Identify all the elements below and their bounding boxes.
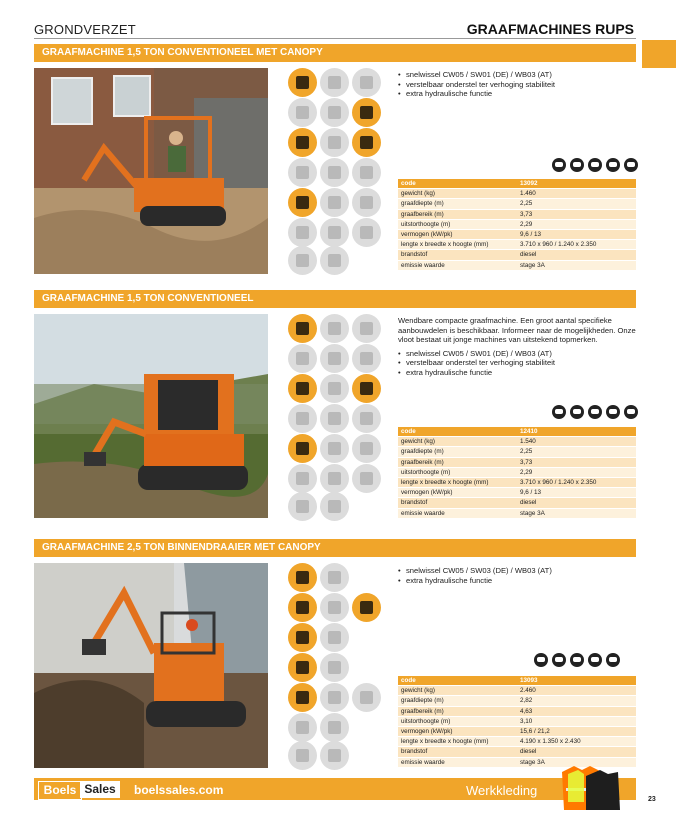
safety-shoes-icon [570,158,584,172]
grab-icon [288,653,317,682]
spec-value: 3,10 [517,716,636,726]
spec-value: diesel [517,747,636,757]
sieve-bucket-icon [320,374,349,403]
ripper-icon [320,593,349,622]
cutter-wheel-icon [320,246,349,275]
spec-key: lengte x breedte x hoogte (mm) [398,737,517,747]
auger-icon [288,593,317,622]
grid-bucket-icon [320,464,349,493]
sweeper-icon [352,464,381,493]
quick-coupler-icon [352,128,381,157]
trench-bucket-icon [288,374,317,403]
feature-item: • extra hydraulische functie [398,89,638,99]
bucket-icon [288,314,317,343]
gloves-icon [570,653,584,667]
tilt-bucket-icon [352,314,381,343]
spec-value: 9,6 / 13 [517,229,636,239]
spec-table [398,676,636,768]
spec-value: 4.190 x 1.350 x 2.430 [517,737,636,747]
grading-bucket-icon [320,314,349,343]
spec-value: 4,63 [517,706,636,716]
rake-icon [288,492,317,521]
spec-value: 2,82 [517,696,636,706]
product-title: GRAAFMACHINE 2,5 TON BINNENDRAAIER MET CANOPY [34,539,636,557]
spec-key: vermogen (kW/pk) [398,229,517,239]
spec-value: 1.460 [517,189,636,199]
product-photo-excavator-cab [34,314,268,518]
spec-value: 2.460 [517,686,636,696]
spec-value: 3,73 [517,457,636,467]
tilt-bucket-icon [352,68,381,97]
ear-protection-icon [606,405,620,419]
spec-key: code [398,427,517,437]
spec-value: diesel [517,250,636,260]
attachment-icons-grid [288,314,384,520]
sweeper-icon [352,218,381,247]
spec-value: stage 3A [517,260,636,270]
feature-item: • extra hydraulische functie [398,368,638,378]
spec-key: uitstorthoogte (m) [398,716,517,726]
grading-bucket-icon [320,68,349,97]
page-heading: GRAAFMACHINES RUPS [466,21,634,37]
grid-bucket-icon [320,218,349,247]
spec-key: emissie waarde [398,260,517,270]
spec-key: brandstof [398,250,517,260]
header-divider [34,38,636,39]
spec-key: uitstorthoogte (m) [398,467,517,477]
spec-value: stage 3A [517,757,636,767]
spec-key: brandstof [398,498,517,508]
product-description [398,566,638,585]
cable-bucket-icon [288,683,317,712]
spec-key: lengte x breedte x hoogte (mm) [398,240,517,250]
auger-icon [288,98,317,127]
compactor-icon [320,683,349,712]
ripper-icon [320,98,349,127]
page-number: 23 [648,796,656,803]
gloves-icon [588,158,602,172]
feature-item: • verstelbaar onderstel ter verhoging stabiliteit [398,80,638,90]
trench-bucket-icon [288,623,317,652]
helmet-icon [552,158,566,172]
feature-item: • snelwissel CW05 / SW03 (DE) / WB03 (AT) [398,566,638,576]
website-link[interactable]: boelssales.com [134,783,224,797]
product-title: GRAAFMACHINE 1,5 TON CONVENTIONEEL MET CANOPY [34,44,636,62]
cutter-wheel-icon [320,741,349,770]
pallet-fork-icon [288,218,317,247]
spec-value: 3.710 x 960 / 1.240 x 2.350 [517,477,636,487]
spec-table [398,179,636,271]
brand-logo-boels: Boels [38,781,82,800]
cable-bucket-icon [288,434,317,463]
breaker-icon [352,344,381,373]
grab-icon [288,158,317,187]
sorting-grab-icon [352,404,381,433]
spec-value: 2,29 [517,467,636,477]
feature-item: • verstelbaar onderstel ter verhoging stabiliteit [398,358,638,368]
cleaning-bucket-icon [352,434,381,463]
product-photo-excavator-inner-swing [34,563,268,768]
cleaning-bucket-icon [352,683,381,712]
chapter-tab [642,40,676,68]
helmet-icon [534,653,548,667]
spec-key: gewicht (kg) [398,189,517,199]
workwear-jackets-image [556,762,622,812]
spec-key: graafbereik (m) [398,706,517,716]
ear-protection-icon [588,653,602,667]
crusher-icon [320,158,349,187]
feature-item: • snelwissel CW05 / SW01 (DE) / WB03 (AT) [398,70,638,80]
helmet-icon [552,405,566,419]
spec-key: vermogen (kW/pk) [398,726,517,736]
spec-value: 1.540 [517,437,636,447]
product-photo-excavator-canopy [34,68,268,274]
spec-value: 2,25 [517,447,636,457]
spec-key: graafbereik (m) [398,457,517,467]
spec-value: 2,29 [517,219,636,229]
spec-key: uitstorthoogte (m) [398,219,517,229]
brand-logo-sales: Sales [80,781,120,798]
spec-key: code [398,179,517,189]
bucket-icon [288,563,317,592]
cleaning-bucket-icon [352,188,381,217]
product-description [398,316,638,378]
compactor-icon [320,434,349,463]
quick-coupler-icon [352,374,381,403]
spec-value: 3,73 [517,209,636,219]
spec-key: lengte x breedte x hoogte (mm) [398,477,517,487]
safety-glasses-icon [624,158,638,172]
breaker-icon [352,98,381,127]
safety-shoes-icon [552,653,566,667]
sieve-bucket-icon [320,623,349,652]
safety-glasses-icon [606,653,620,667]
compactor-icon [320,188,349,217]
spec-key: code [398,676,517,686]
cutter-wheel-icon [320,492,349,521]
spec-key: vermogen (kW/pk) [398,488,517,498]
bucket-icon [288,68,317,97]
spec-key: gewicht (kg) [398,437,517,447]
feature-item: • snelwissel CW05 / SW01 (DE) / WB03 (AT) [398,349,638,359]
sieve-bucket-icon [320,128,349,157]
safety-shoes-icon [570,405,584,419]
spec-key: brandstof [398,747,517,757]
spec-value: stage 3A [517,508,636,518]
rake-icon [288,246,317,275]
grab-icon [288,404,317,433]
spec-key: graafbereik (m) [398,209,517,219]
section-label: GRONDVERZET [34,22,136,37]
breaker-icon [352,593,381,622]
description-text: Wendbare compacte graafmachine. Een groot aantal specifieke aanbouwdelen is beschikbaar. Informeer naar de mogelijkheden. Onze vloot bestaat uit jonge machines van uitstekend topmerken. [398,316,636,345]
safety-icons [530,653,620,667]
safety-icons [548,405,638,419]
spec-key: emissie waarde [398,757,517,767]
spec-value: 2,25 [517,199,636,209]
spec-value: 13092 [517,179,636,189]
spec-value: 15,6 / 21,2 [517,726,636,736]
spec-table [398,427,636,519]
ripper-icon [320,344,349,373]
spec-key: graafdiepte (m) [398,447,517,457]
spec-value: 3.710 x 960 / 1.240 x 2.350 [517,240,636,250]
spec-value: 13093 [517,676,636,686]
grading-bucket-icon [320,563,349,592]
pallet-fork-icon [288,713,317,742]
product-title: GRAAFMACHINE 1,5 TON CONVENTIONEEL [34,290,636,308]
attachment-icons-grid [288,563,384,769]
spec-key: graafdiepte (m) [398,199,517,209]
spec-key: gewicht (kg) [398,686,517,696]
safety-icons [548,158,638,172]
crusher-icon [320,653,349,682]
ear-protection-icon [606,158,620,172]
spec-value: 9,6 / 13 [517,488,636,498]
footer-bar [34,778,636,800]
category-label: Werkkleding [466,783,538,798]
spec-key: graafdiepte (m) [398,696,517,706]
pallet-fork-icon [288,464,317,493]
trench-bucket-icon [288,128,317,157]
cable-bucket-icon [288,188,317,217]
grid-bucket-icon [320,713,349,742]
auger-icon [288,344,317,373]
spec-key: emissie waarde [398,508,517,518]
sorting-grab-icon [352,158,381,187]
attachment-icons-grid [288,68,384,274]
feature-item: • extra hydraulische functie [398,576,638,586]
gloves-icon [588,405,602,419]
product-description [398,70,638,99]
rake-icon [288,741,317,770]
spec-value: diesel [517,498,636,508]
spec-value: 12410 [517,427,636,437]
crusher-icon [320,404,349,433]
safety-glasses-icon [624,405,638,419]
